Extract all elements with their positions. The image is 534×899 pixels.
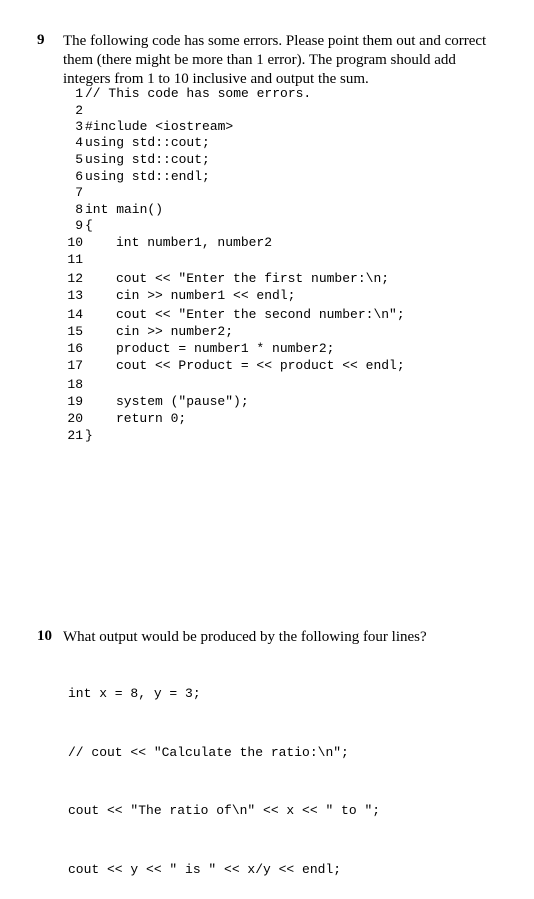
line-number: 5: [75, 152, 83, 167]
line-number: 7: [75, 185, 83, 200]
line-number: 17: [67, 358, 83, 373]
question-9-text-line: The following code has some errors. Please point them out and correct: [63, 33, 487, 49]
code-line: using std::cout;: [85, 152, 210, 167]
code-line: // cout << "Calculate the ratio:\n";: [68, 744, 349, 760]
line-number: 19: [67, 394, 83, 409]
line-number: 16: [67, 341, 83, 356]
code-line: int number1, number2: [116, 235, 273, 250]
line-number: 20: [67, 411, 83, 426]
question-10-code-block: [68, 645, 380, 899]
line-number: 13: [67, 288, 83, 303]
code-line: cin >> number2;: [116, 324, 234, 339]
code-line: product = number1 * number2;: [116, 341, 335, 356]
question-10-number: 10: [37, 628, 52, 644]
code-line: int main(): [85, 202, 164, 217]
line-number: 9: [75, 218, 83, 233]
code-line: }: [85, 428, 93, 443]
code-line: int x = 8, y = 3;: [68, 686, 201, 701]
code-line: cout << y << " is " << x/y << endl;: [68, 861, 342, 877]
line-number: 18: [67, 377, 83, 392]
code-line: system ("pause");: [116, 394, 249, 409]
code-line: {: [85, 218, 93, 233]
line-number: 2: [75, 103, 83, 118]
line-number: 11: [67, 252, 83, 267]
line-number: 8: [75, 202, 83, 217]
question-10-text: What output would be produced by the following four lines?: [63, 629, 427, 645]
line-number: 21: [67, 428, 83, 443]
line-number: 14: [67, 307, 83, 322]
line-number: 15: [67, 324, 83, 339]
code-line: return 0;: [116, 411, 187, 426]
code-line: cout << "Enter the first number:\n;: [116, 271, 390, 286]
line-number: 4: [75, 135, 83, 150]
line-number: 12: [67, 271, 83, 286]
question-9-number: 9: [37, 32, 45, 48]
code-line: using std::cout;: [85, 135, 210, 150]
code-line: cout << Product = << product << endl;: [116, 358, 405, 373]
code-line: cin >> number1 << endl;: [116, 288, 296, 303]
question-9-text-line: integers from 1 to 10 inclusive and output the sum.: [63, 71, 369, 87]
line-number: 3: [75, 119, 83, 134]
code-line: using std::endl;: [85, 169, 210, 184]
line-number: 1: [75, 86, 83, 101]
question-9-code-block: [67, 0, 527, 460]
code-line: cout << "Enter the second number:\n";: [116, 307, 405, 322]
code-line: cout << "The ratio of\n" << x << " to ";: [68, 803, 381, 818]
code-line: #include <iostream>: [85, 119, 234, 134]
code-line: // This code has some errors.: [85, 86, 312, 101]
question-9-text-line: them (there might be more than 1 error). The program should add: [63, 52, 456, 68]
line-number: 10: [67, 235, 83, 250]
line-number: 6: [75, 169, 83, 184]
